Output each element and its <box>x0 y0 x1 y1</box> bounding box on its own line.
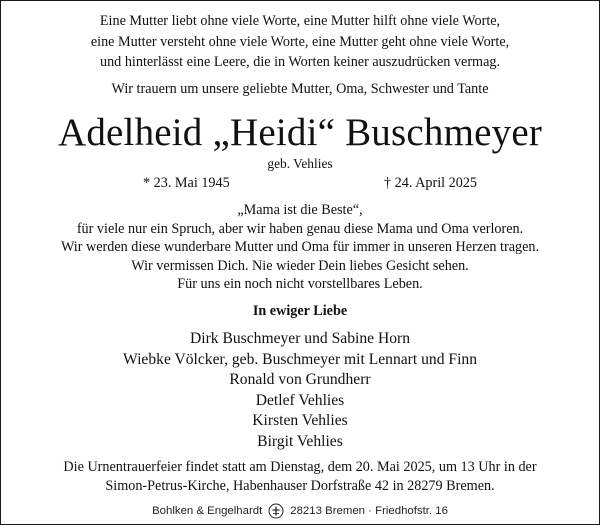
quote-line: „Mama ist die Beste“, <box>237 202 363 218</box>
cross-logo-icon <box>268 503 284 519</box>
quote-line: für viele nur ein Spruch, aber wir haben genau diese Mama und Oma verloren. <box>76 220 524 237</box>
mourner-name: Kirsten Vehlies <box>252 412 348 429</box>
born-name: geb. Vehlies <box>267 156 333 171</box>
mourner-name: Ronald von Grundherr <box>229 371 371 388</box>
motto: In ewiger Liebe <box>252 303 348 319</box>
life-dates <box>1 175 599 193</box>
mourner-name: Birgit Vehlies <box>257 432 343 450</box>
birth-date: * 23. Mai 1945 <box>143 175 230 191</box>
mourner-name: Wiebke Völcker, geb. Buschmeyer mit Lennart und Finn <box>123 350 477 368</box>
deceased-name: Adelheid „Heidi“ Buschmeyer <box>57 111 543 154</box>
funeral-home-address: 28213 Bremen · Friedhofstr. 16 <box>290 505 448 517</box>
quote-line: Wir vermissen Dich. Nie wieder Dein liebes Gesicht sehen. <box>131 257 469 274</box>
death-date: † 24. April 2025 <box>384 175 478 191</box>
poem-line: eine Mutter versteht ohne viele Worte, eine Mutter geht ohne viele Worte, <box>90 33 510 50</box>
quote-line: Wir werden diese wunderbare Mutter und Oma für immer in unseren Herzen tragen. <box>60 239 540 256</box>
mourner-name: Detlef Vehlies <box>255 391 345 409</box>
mourner-name: Dirk Buschmeyer und Sabine Horn <box>189 330 410 347</box>
intro-text: Wir trauern um unsere geliebte Mutter, Oma, Schwester und Tante <box>111 81 489 97</box>
poem-line: Eine Mutter liebt ohne viele Worte, eine Mutter hilft ohne viele Worte, <box>99 13 501 29</box>
quote-line: Für uns ein noch nicht vorstellbares Leben. <box>177 276 423 293</box>
poem-line: und hinterlässt eine Leere, die in Worten keiner auszudrücken vermag. <box>99 54 501 70</box>
service-info-line: Simon-Petrus-Kirche, Habenhauser Dorfstraße 42 in 28279 Bremen. <box>105 478 495 494</box>
service-info-line: Die Urnentrauerfeier findet statt am Dienstag, dem 20. Mai 2025, um 13 Uhr in der <box>63 459 537 475</box>
funeral-home-footer <box>1 503 599 519</box>
funeral-home-name: Bohlken & Engelhardt <box>152 505 263 517</box>
